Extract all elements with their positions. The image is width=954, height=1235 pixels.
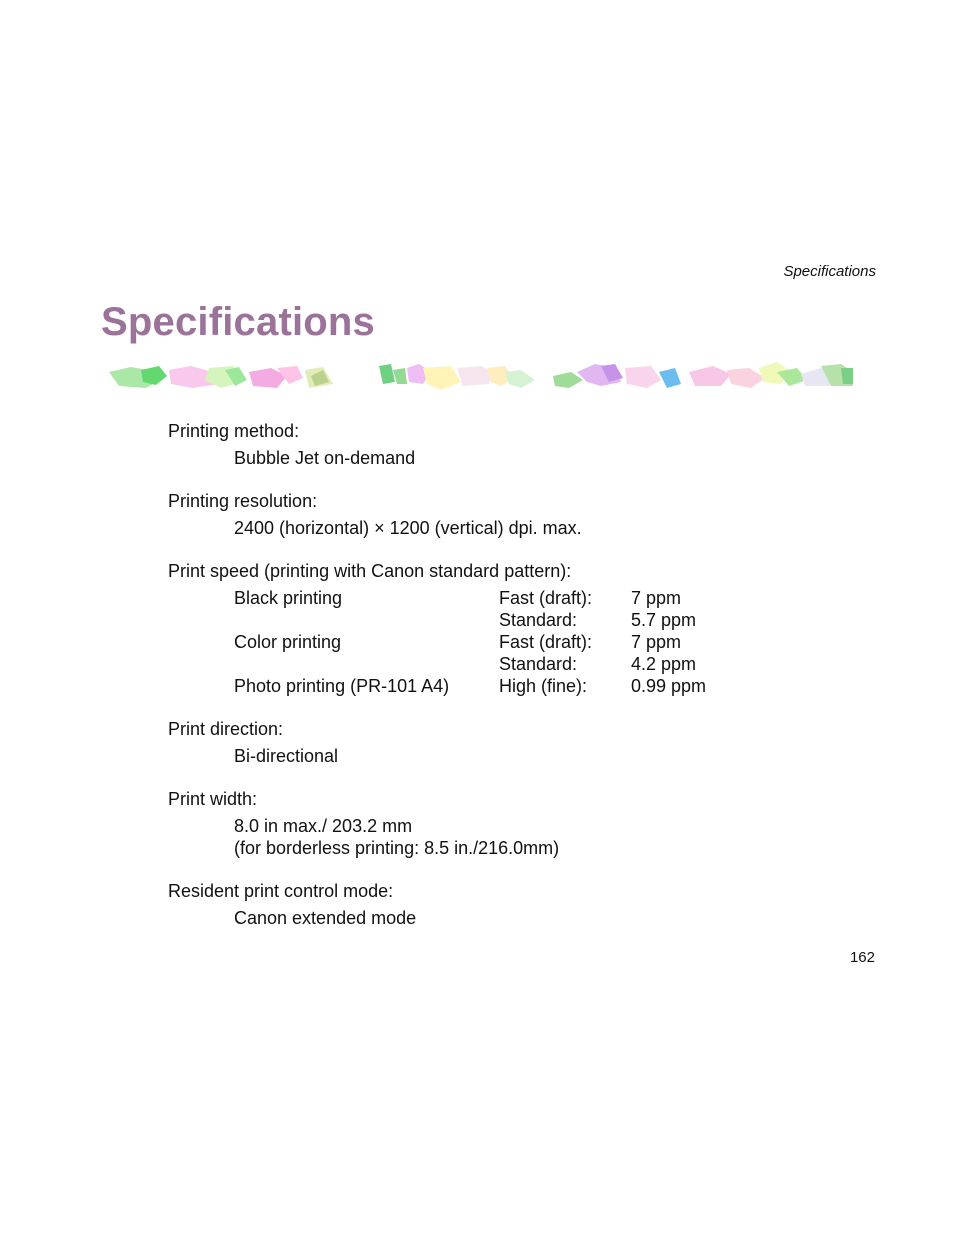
speed-mode: Fast (draft):	[499, 588, 593, 608]
speed-value: 0.99 ppm	[631, 676, 707, 696]
print-speed-table	[234, 587, 706, 697]
spec-print-direction	[168, 718, 868, 767]
spec-print-width	[168, 788, 868, 859]
spec-value: 2400 (horizontal) × 1200 (vertical) dpi. max.	[234, 518, 582, 538]
spec-label: Printing resolution:	[168, 491, 318, 511]
speed-mode: High (fine):	[499, 676, 588, 696]
spec-printing-method	[168, 420, 868, 469]
spec-label: Print direction:	[168, 719, 284, 739]
spec-value: Bi-directional	[234, 746, 339, 766]
spec-value: 8.0 in max./ 203.2 mm	[234, 816, 413, 836]
running-header: Specifications	[783, 263, 876, 280]
spec-label: Print speed (printing with Canon standard pattern):	[168, 561, 572, 581]
table-row	[234, 653, 706, 675]
spec-printing-resolution	[168, 490, 868, 539]
spec-label: Printing method:	[168, 421, 300, 441]
speed-value: 4.2 ppm	[631, 654, 697, 674]
speed-category	[234, 653, 499, 675]
spec-label: Print width:	[168, 789, 258, 809]
table-row	[234, 631, 706, 653]
spec-value: Bubble Jet on-demand	[234, 448, 416, 468]
spec-content	[168, 420, 868, 950]
speed-category: Black printing	[234, 588, 343, 608]
speed-mode: Standard:	[499, 654, 578, 674]
spec-label: Resident print control mode:	[168, 881, 394, 901]
table-row	[234, 675, 706, 697]
page-number: 162	[849, 949, 875, 966]
table-row	[234, 587, 706, 609]
speed-mode: Standard:	[499, 610, 578, 630]
speed-category: Color printing	[234, 632, 342, 652]
speed-mode: Fast (draft):	[499, 632, 593, 652]
speed-value: 7 ppm	[631, 588, 682, 608]
spec-print-speed	[168, 560, 868, 697]
decorative-color-band	[101, 358, 854, 398]
speed-value: 7 ppm	[631, 632, 682, 652]
spec-note: (for borderless printing: 8.5 in./216.0mm)	[234, 838, 560, 858]
page-title: Specifications	[101, 300, 375, 344]
speed-category: Photo printing (PR-101 A4)	[234, 676, 450, 696]
spec-resident-mode	[168, 880, 868, 929]
table-row	[234, 609, 706, 631]
speed-value: 5.7 ppm	[631, 610, 697, 630]
speed-category	[234, 609, 499, 631]
spec-value: Canon extended mode	[234, 908, 417, 928]
